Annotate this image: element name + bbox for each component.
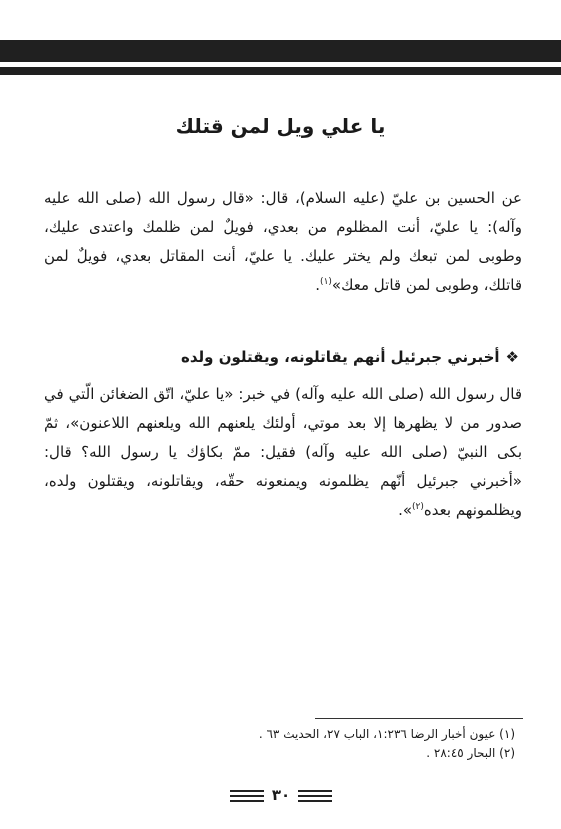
hadith-paragraph-1: عن الحسين بن عليّ (عليه السلام)، قال: «قال رسول الله (صلى الله عليه وآله): يا عليّ، أنت المظلوم من بعدي، فويلٌ لمن ظلمك واعتدى عليك، وطوبى لمن تبعك ولم يختر عليك. يا عليّ، أنت المقاتل بعدي، فويلٌ لمن قاتلك، وطوبى لمن قاتل معك»$^{(١)}$. bbox=[44, 189, 522, 294]
header-band bbox=[0, 40, 561, 62]
footnote-ref-2: (٢) bbox=[412, 502, 424, 512]
diamond-bullet-icon: ❖ bbox=[505, 348, 519, 366]
paragraph-1-text: عن الحسين بن عليّ (عليه السلام)، قال: «قال رسول الله (صلى الله عليه وآله): يا عليّ، أنت المظلوم من بعدي، فويلٌ لمن ظلمك واعتدى عليك، وطوبى لمن تبعك ولم يختر عليك. يا عليّ، أنت المقاتل بعدي، فويلٌ لمن قاتلك، وطوبى لمن قاتل معك» bbox=[44, 189, 522, 294]
chapter-title: يا علي ويل لمن قتلك bbox=[175, 114, 386, 138]
footnote-separator bbox=[315, 718, 523, 719]
page-number: ٣٠ bbox=[271, 786, 291, 804]
footnote-1: (١) عيون أخبار الرضا ١:٢٣٦، الباب ٢٧، الحديث ٦٣ . bbox=[258, 727, 515, 741]
paragraph-2-closing: ». bbox=[398, 501, 413, 519]
footnote-ref-1: (١) bbox=[320, 277, 332, 287]
footnote-2: (٢) البحار ٢٨:٤٥ . bbox=[426, 746, 515, 760]
subheading-text: أخبرني جبرئيل أنهم يقاتلونه، ويقتلون ولده bbox=[181, 348, 500, 366]
section-subheading bbox=[181, 348, 519, 366]
page-footer bbox=[0, 786, 561, 806]
paragraph-2-text: قال رسول الله (صلى الله عليه وآله) في خبر: «يا عليّ، اتّق الضغائن الّتي في صدور من لا يظهرها إلا بعد موتي، أولئك يلعنهم الله ويلعنهم اللاعنون»، ثمّ بكى النبيّ (صلى الله عليه وآله) فقيل: ممّ بكاؤك يا رسول الله؟ قال: «أخبرني جبرئيل أنّهم يظلمونه ويمنعونه حقّه، ويقاتلونه، ويقتلون ولده، ويظلمونهم بعده bbox=[44, 385, 522, 519]
hadith-paragraph-2 bbox=[44, 380, 522, 525]
header-rule bbox=[0, 67, 561, 75]
page-number-ornament-right bbox=[298, 790, 332, 802]
page-number-ornament-left bbox=[230, 790, 264, 802]
